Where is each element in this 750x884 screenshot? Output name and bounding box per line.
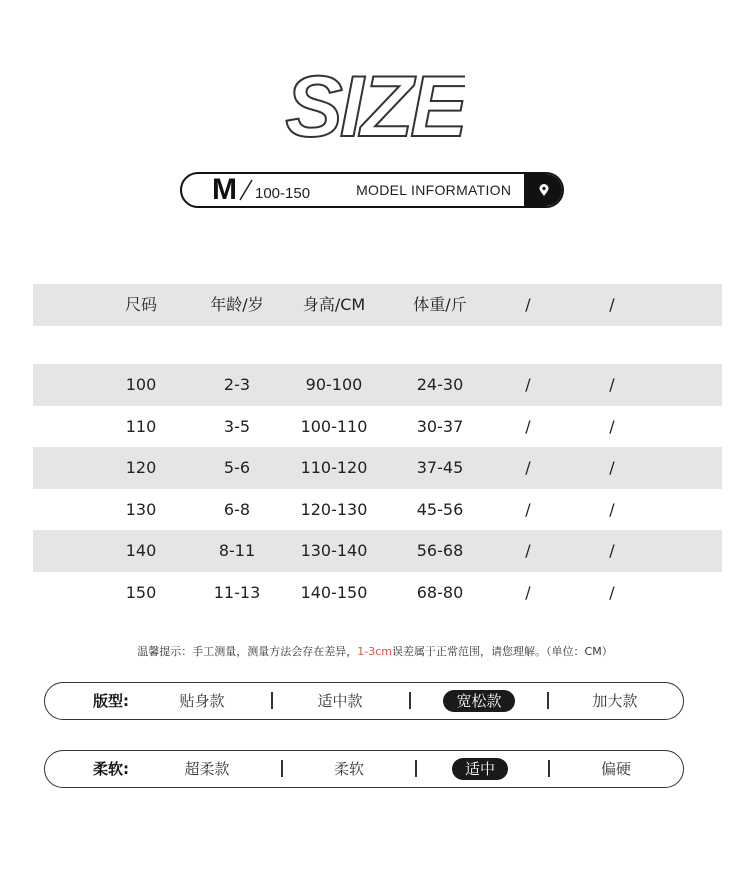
table-row [33,530,722,572]
size-logo-text: SIZE [285,59,465,148]
model-information-label: MODEL INFORMATION [356,182,512,198]
cell-height: 130-140 [300,541,368,560]
cell-empty-1: / [525,417,531,436]
cell-age: 11-13 [213,583,261,602]
cell-empty-1: / [525,583,531,602]
measurement-note [0,643,750,659]
slash-divider [237,178,255,202]
cell-height: 90-100 [305,375,363,394]
cell-size: 120 [125,458,157,477]
cell-height: 120-130 [300,500,368,519]
softness-selector [44,750,684,788]
table-row [33,572,722,614]
header-size: 尺码 [124,295,157,314]
option-divider [548,760,550,777]
cell-size: 140 [125,541,157,560]
cell-height: 110-120 [300,458,368,477]
table-header-row [33,284,722,326]
option-divider [415,760,417,777]
cell-age: 2-3 [223,375,251,394]
cell-weight: 24-30 [416,375,464,394]
softness-label: 柔软: [93,760,129,778]
option-divider [271,692,273,709]
cell-age: 8-11 [218,541,256,560]
cell-empty-1: / [525,458,531,477]
header-weight: 体重/斤 [413,295,467,314]
softness-option-medium-selected[interactable]: 适中 [435,751,525,787]
cell-age: 3-5 [223,417,251,436]
fit-option-plus[interactable]: 加大款 [592,692,638,710]
cell-empty-1: / [525,541,531,560]
cell-empty-2: / [609,541,615,560]
cell-empty-1: / [525,375,531,394]
cell-empty-2: / [609,458,615,477]
header-empty-1: / [525,295,531,314]
cell-age: 5-6 [223,458,251,477]
table-row [33,447,722,489]
size-logo [285,58,465,148]
cell-height: 100-110 [300,417,368,436]
note-highlight: 1-3cm [357,645,393,658]
fit-option-slim[interactable]: 贴身款 [179,692,225,710]
model-size-range: 100-150 [255,184,311,202]
option-divider [547,692,549,709]
size-logo-graphic [285,58,465,148]
cell-age: 6-8 [223,500,251,519]
table-row [33,489,722,531]
fit-option-regular[interactable]: 适中款 [317,692,363,710]
cell-empty-2: / [609,583,615,602]
cell-size: 100 [125,375,157,394]
model-size-letter: M [212,173,237,206]
header-empty-2: / [609,295,615,314]
note-prefix: 温馨提示：手工测量，测量方法会存在差异， [137,645,358,658]
model-info-bar [180,172,564,208]
cell-height: 140-150 [300,583,368,602]
cell-size: 110 [125,417,157,436]
header-age: 年龄/岁 [210,295,264,314]
cell-weight: 45-56 [416,500,464,519]
header-height: 身高/CM [302,295,366,314]
cell-empty-1: / [525,500,531,519]
cell-empty-2: / [609,500,615,519]
option-divider [409,692,411,709]
cell-empty-2: / [609,417,615,436]
cell-weight: 56-68 [416,541,464,560]
softness-option-firm[interactable]: 偏硬 [600,760,631,778]
fit-label: 版型: [93,692,129,710]
table-row [33,364,722,406]
softness-option-ultra-soft[interactable]: 超柔款 [184,760,230,778]
fit-selector [44,682,684,720]
cell-size: 150 [125,583,157,602]
fit-option-loose-selected[interactable]: 宽松款 [434,683,524,719]
cell-size: 130 [125,500,157,519]
cell-empty-2: / [609,375,615,394]
cell-weight: 30-37 [416,417,464,436]
cell-weight: 37-45 [416,458,464,477]
softness-option-soft[interactable]: 柔软 [333,760,364,778]
location-pin-icon [524,172,564,208]
table-row [33,406,722,448]
cell-weight: 68-80 [416,583,464,602]
note-suffix: 误差属于正常范围，请您理解。（单位：CM） [392,645,613,658]
option-divider [281,760,283,777]
